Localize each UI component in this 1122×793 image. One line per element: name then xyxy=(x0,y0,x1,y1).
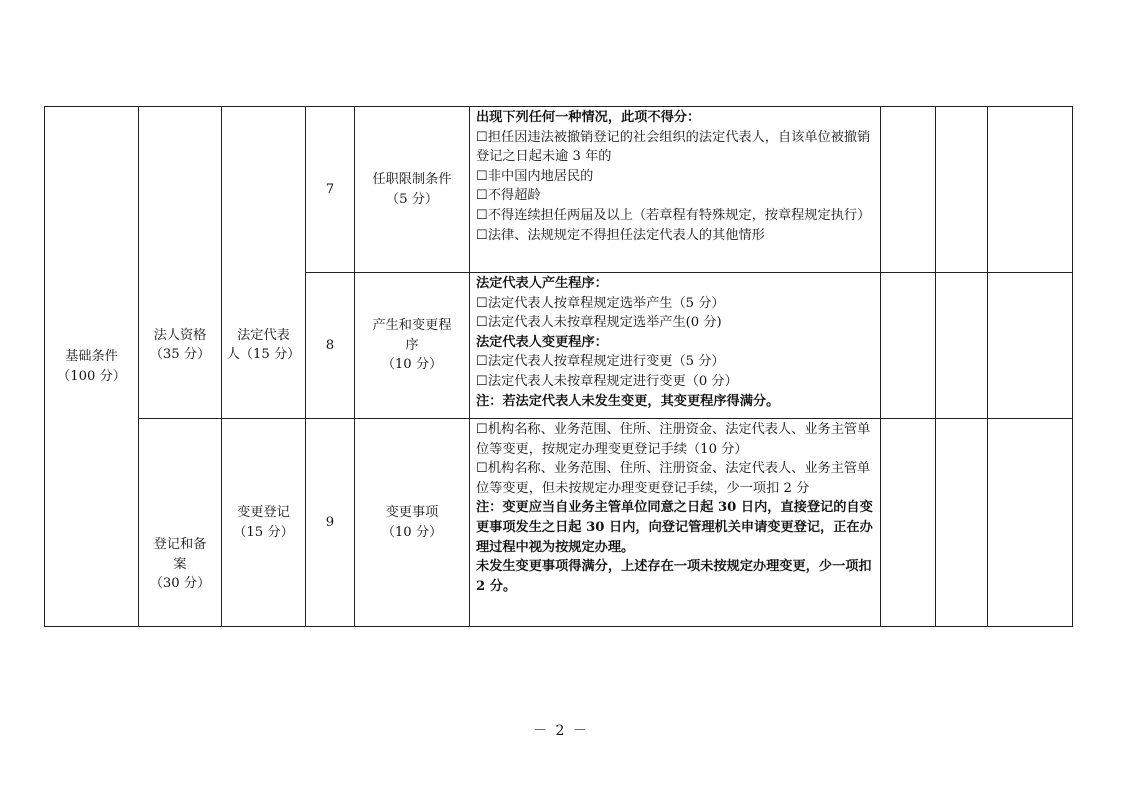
criteria-line: ☐法定代表人按章程规定选举产生（5 分） xyxy=(476,295,725,311)
criteria-cell xyxy=(470,419,881,627)
criteria-line: 注：若法定代表人未发生变更，其变更程序得满分。 xyxy=(476,393,780,409)
item-name-cell xyxy=(355,419,470,627)
item-name-cell xyxy=(355,273,470,419)
criteria-line: ☐担任因违法被撤销登记的社会组织的法定代表人，自该单位被撤销登记之日起未逾 3 年的 xyxy=(476,129,871,165)
subcategory-line: （30 分） xyxy=(149,576,211,592)
score-cell[interactable] xyxy=(936,273,988,419)
item-group-line: 人（15 分） xyxy=(226,347,301,363)
remark-cell[interactable] xyxy=(988,107,1073,273)
score-cell[interactable] xyxy=(936,107,988,273)
category-line: （100 分） xyxy=(57,368,126,384)
evaluation-table xyxy=(44,106,1073,627)
row-number: 9 xyxy=(306,419,355,627)
score-cell[interactable] xyxy=(936,419,988,627)
criteria-line: 出现下列任何一种情况，此项不得分： xyxy=(476,110,701,125)
item-name-cell xyxy=(355,107,470,273)
item-group-line: 变更登记 xyxy=(237,504,290,520)
subcategory-line: 案 xyxy=(173,556,187,572)
criteria-line: ☐机构名称、业务范围、住所、注册资金、法定代表人、业务主管单位等变更，按规定办理变更登记手续（10 分） xyxy=(476,422,871,457)
criteria-line: ☐机构名称、业务范围、住所、注册资金、法定代表人、业务主管单位等变更，但未按规定办理变更登记手续，少一项扣 2 分 xyxy=(476,461,871,496)
row-number: 7 xyxy=(306,107,355,273)
criteria-line: 法定代表人产生程序： xyxy=(476,276,608,291)
item-name-line: 任职限制条件 xyxy=(372,171,452,187)
criteria-line: ☐非中国内地居民的 xyxy=(476,168,594,184)
item-name-line: 变更事项 xyxy=(385,504,439,520)
criteria-line: 注：变更应当自业务主管单位同意之日起 30 日内，直接登记的自变更事项发生之日起 30 日内，向登记管理机关申请变更登记，正在办理过程中视为按规定办理。 xyxy=(476,500,873,555)
item-name-line: （5 分） xyxy=(385,191,439,207)
subcategory-cell xyxy=(139,419,222,627)
criteria-cell xyxy=(470,273,881,419)
criteria-line: 未发生变更事项得满分，上述存在一项未按规定办理变更，少一项扣 2 分。 xyxy=(476,559,872,594)
score-cell[interactable] xyxy=(881,419,936,627)
item-group-cell xyxy=(222,419,306,627)
criteria-line: ☐法律、法规规定不得担任法定代表人的其他情形 xyxy=(476,227,765,243)
category-line: 基础条件 xyxy=(65,348,118,364)
subcategory-line: 登记和备 xyxy=(153,537,207,553)
criteria-line: ☐不得连续担任两届及以上（若章程有特殊规定，按章程规定执行） xyxy=(476,207,871,223)
subcategory-line: 法人资格 xyxy=(153,327,207,343)
item-name-line: 序 xyxy=(405,337,419,353)
category-cell xyxy=(45,107,139,627)
remark-cell[interactable] xyxy=(988,419,1073,627)
criteria-line: ☐法定代表人按章程规定进行变更（5 分） xyxy=(476,354,725,370)
criteria-line: ☐不得超龄 xyxy=(476,188,541,204)
item-name-line: （10 分） xyxy=(381,524,443,540)
criteria-line: 法定代表人变更程序： xyxy=(476,334,608,350)
item-group-line: （15 分） xyxy=(233,524,294,540)
criteria-line: ☐法定代表人未按章程规定进行变更（0 分） xyxy=(476,373,738,389)
item-group-line: 法定代表 xyxy=(237,327,290,343)
score-cell[interactable] xyxy=(881,273,936,419)
subcategory-cell xyxy=(139,107,222,419)
subcategory-line: （35 分） xyxy=(149,347,211,363)
score-cell[interactable] xyxy=(881,107,936,273)
criteria-cell xyxy=(470,107,881,273)
item-name-line: 产生和变更程 xyxy=(372,318,452,334)
item-group-cell xyxy=(222,107,306,419)
item-name-line: （10 分） xyxy=(381,357,443,373)
remark-cell[interactable] xyxy=(988,273,1073,419)
criteria-line: ☐法定代表人未按章程规定选举产生(0 分) xyxy=(476,315,722,331)
page-number: － 2 － xyxy=(533,723,589,739)
row-number: 8 xyxy=(306,273,355,419)
